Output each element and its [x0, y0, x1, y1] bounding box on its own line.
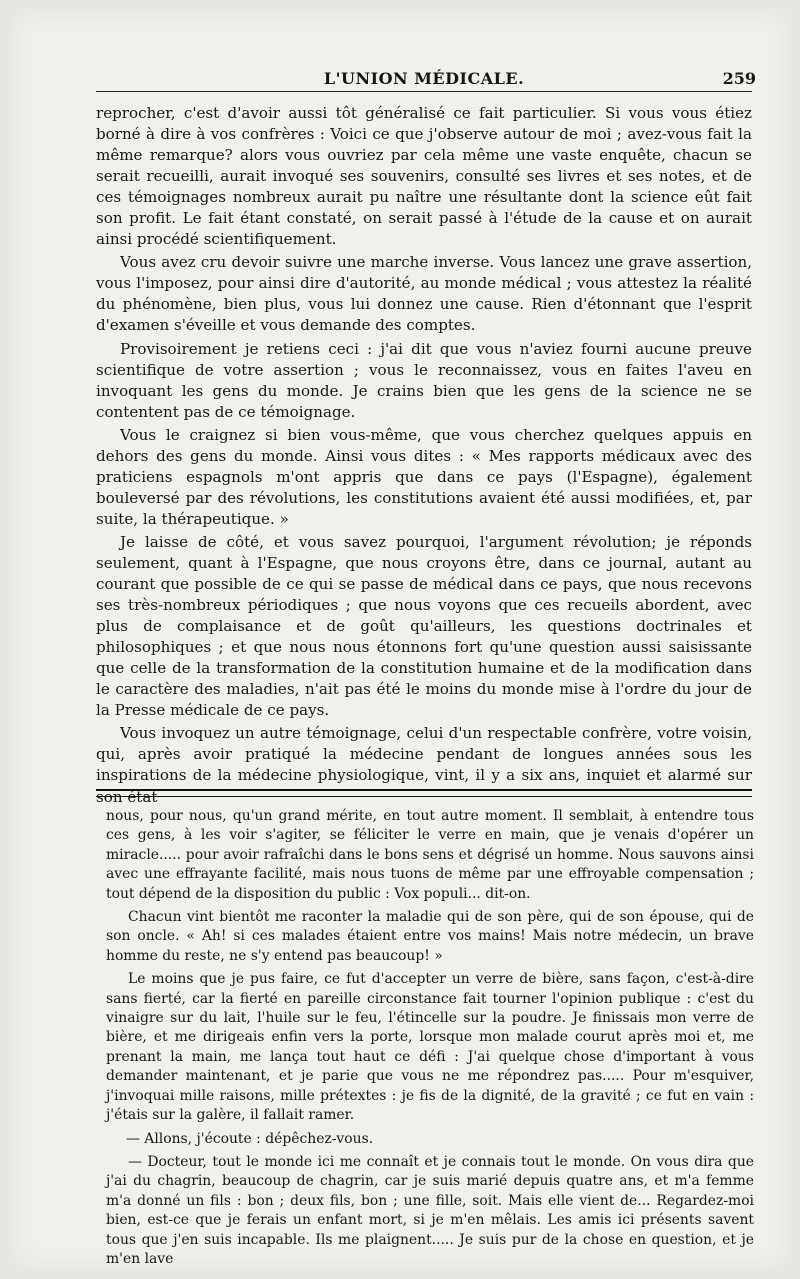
article-paragraph: Vous avez cru devoir suivre une marche inverse. Vous lancez une grave assertion, vous l'imposez, pour ainsi dire d'autorité, au monde médical ; vous attestez la réalité du phénomène, bien plus, vous lui donnez une cause. Rien d'étonnant que l'esprit d'examen s'éveille et vous demande des comptes.	[96, 253, 752, 335]
feuilleton-paragraph: nous, pour nous, qu'un grand mérite, en tout autre moment. Il semblait, à entendre tous ces gens, à les voir s'agiter, se féliciter le verre en main, que je venais d'opérer un miracle..... pour avoir rafraîchi dans le bons sens et dégrisé un homme. Nous sauvons ainsi avec une effrayante facilité, mais nous tuons de même par une effroyable compensation ; tout dépend de la disposition du public : Vox populi... dit-on.	[106, 808, 754, 902]
feuilleton-separator	[96, 789, 752, 797]
feuilleton-section	[106, 807, 754, 1273]
feuilleton-dialogue: — Docteur, tout le monde ici me connaît et je connais tout le monde. On vous dira que j'ai du chagrin, beaucoup de chagrin, car je suis marié depuis quatre ans, et m'a femme m'a donné un fils : bon ; deux fils, bon ; une fille, soit. Mais elle vient de... Regardez-moi bien, est-ce que je ferais un enfant mort, si je m'en mêlais. Les amis ici présents savent tous que j'en suis incapable. Ils me plaignent..... Je suis pur de la chose en question, et je m'en lave	[106, 1153, 754, 1267]
feuilleton-paragraph: Chacun vint bientôt me raconter la maladie qui de son père, qui de son épouse, qui de son oncle. « Ah! si ces malades étaient entre vos mains! Mais notre médecin, un brave homme du reste, ne s'y entend pas beaucoup! »	[106, 909, 754, 964]
article-paragraph: Je laisse de côté, et vous savez pourquoi, l'argument révolution; je réponds seulement, quant à l'Espagne, que nous croyons être, dans ce journal, autant au courant que possible de ce qui se passe de médical dans ce pays, que nous recevons ses très-nombreux périodiques ; que nous voyons que ces recueils abordent, avec plus de complaisance et de goût qu'ailleurs, les questions doctrinales et philosophiques ; et que nous nous étonnons fort qu'une question aussi saisissante que celle de la transformation de la constitution humaine et de la modification dans le caractère des maladies, n'ait pas été le moins du monde mise à l'ordre du jour de la Presse médicale de ce pays.	[96, 532, 752, 720]
feuilleton-paragraph: Le moins que je pus faire, ce fut d'accepter un verre de bière, sans façon, c'est-à-dire sans fierté, car la fierté en pareille circonstance fait tourner l'opinion publique : c'est du vinaigre sur du lait, l'huile sur le feu, l'étincelle sur la poudre. Je finissais mon verre de bière, et me dirigeais enfin vers la porte, lorsque mon malade courut après moi et, me prenant la main, me lança tout haut ce défi : J'ai quelque chose d'important à vous demander maintenant, et je parie que vous ne me répondrez pas..... Pour m'esquiver, j'invoquai mille raisons, mille prétextes : je fis de la dignité, de la gravité ; ce fut en vain : j'étais sur la galère, il fallait ramer.	[106, 971, 754, 1124]
article-paragraph: Provisoirement je retiens ceci : j'ai dit que vous n'aviez fourni aucune preuve scientifique de votre assertion ; vous le reconnaissez, vous en faites l'aveu en invoquant les gens du monde. Je crains bien que les gens de la science ne se contentent pas de ce témoignage.	[96, 339, 752, 421]
article-paragraph: Vous le craignez si bien vous-même, que vous cherchez quelques appuis en dehors des gens du monde. Ainsi vous dites : « Mes rapports médicaux avec des praticiens espagnols m'ont appris que dans ce pays (l'Espagne), également bouleversé par des révolutions, les constitutions avaient été aussi modifiées, et, par suite, la thérapeutique. »	[96, 425, 752, 528]
main-article	[96, 103, 752, 810]
page-number: 259	[722, 69, 756, 88]
journal-title: L'UNION MÉDICALE.	[323, 69, 525, 88]
article-paragraph: Vous invoquez un autre témoignage, celui d'un respectable confrère, votre voisin, qui, après avoir pratiqué la médecine pendant de longues années sous les inspirations de la médecine physiologique, vint, il y a six ans, inquiet et alarmé sur son état	[96, 724, 752, 806]
feuilleton-dialogue: — Allons, j'écoute : dépêchez-vous.	[126, 1130, 374, 1147]
article-paragraph: reprocher, c'est d'avoir aussi tôt généralisé ce fait particulier. Si vous vous étiez borné à dire à vos confrères : Voici ce que j'observe autour de moi ; avez-vous fait la même remarque? alors vous ouvriez par cela même une vaste enquête, chacun se serait recueilli, aurait invoqué ses souvenirs, consulté ses livres et ses notes, et de ces témoignages nombreux aurait pu naître une résultante dont la science eût fait son profit. Le fait étant constaté, on serait passé à l'étude de la cause et on aurait ainsi procédé scientifiquement.	[96, 104, 752, 249]
header-rule	[96, 91, 752, 92]
